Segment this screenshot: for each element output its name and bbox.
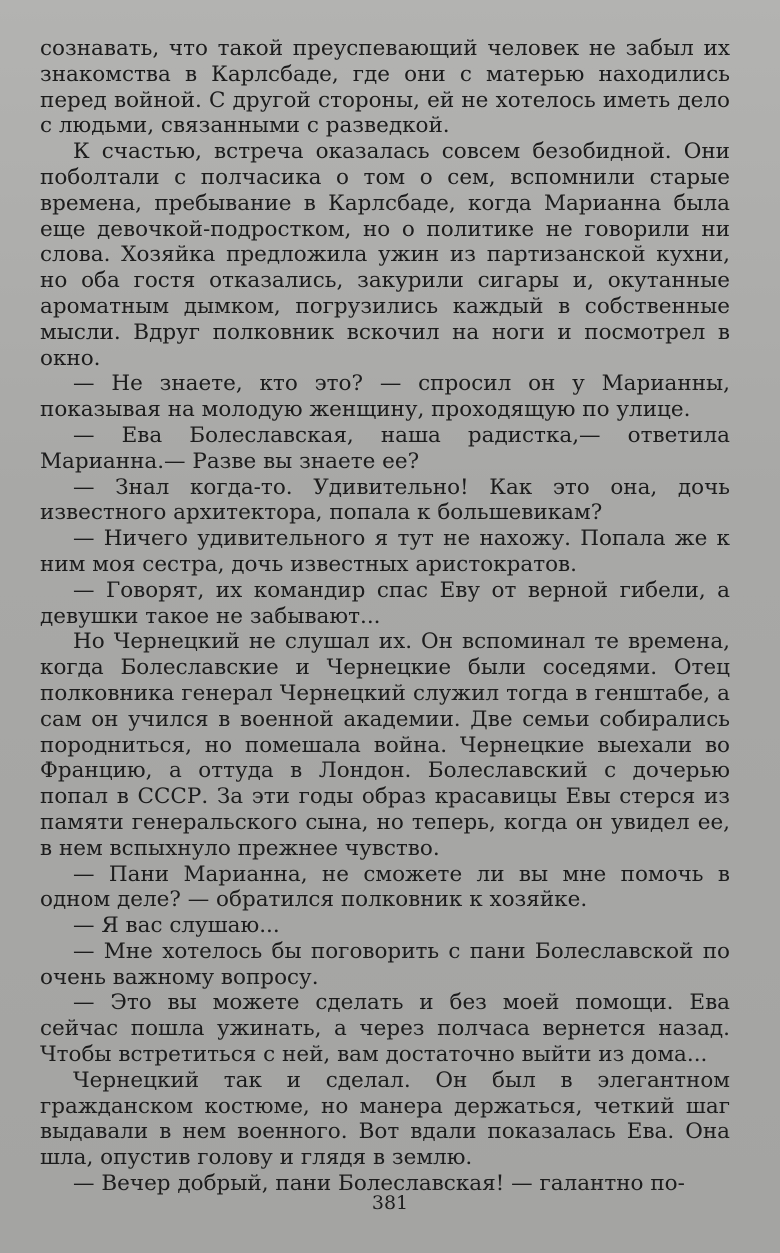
paragraph: — Не знаете, кто это? — спросил он у Марианны, показывая на молодую женщину, проходящую по улице. xyxy=(40,371,730,423)
paragraph: Чернецкий так и сделал. Он был в элегантном гражданском костюме, но манера держаться, четкий шаг выдавали в нем военного. Вот вдали показалась Ева. Она шла, опустив голову и глядя в землю. xyxy=(40,1067,730,1171)
page-number: 381 xyxy=(371,1192,409,1214)
paragraph: — Мне хотелось бы поговорить с пани Болеславской по очень важному вопросу. xyxy=(40,938,730,990)
paragraph: — Пани Марианна, не сможете ли вы мне помочь в одном деле? — обратился полковник к хозяйке. xyxy=(40,861,730,913)
body-text xyxy=(40,36,730,1197)
paragraph: — Я вас слушаю... xyxy=(73,913,280,939)
paragraph: сознавать, что такой преуспевающий человек не забыл их знакомства в Карлсбаде, где они с матерью находились перед войной. С другой стороны, ей не хотелось иметь дело с людьми, связанными с разведкой. xyxy=(40,36,730,139)
paragraph: Но Чернецкий не слушал их. Он вспоминал те времена, когда Болеславские и Чернецкие были соседями. Отец полковника генерал Чернецкий служил тогда в генштабе, а сам он учился в военной академии. Две семьи собирались породниться, но помешала война. Чернецкие выехали во Францию, а оттуда в Лондон. Болеславский с дочерью попал в СССР. За эти годы образ красавицы Евы стерся из памяти генеральского сына, но теперь, когда он увидел ее, в нем вспыхнуло прежнее чувство. xyxy=(40,629,730,861)
paragraph: — Знал когда-то. Удивительно! Как это она, дочь известного архитектора, попала к большевикам? xyxy=(40,474,730,526)
paragraph: — Ева Болеславская, наша радистка,— ответила Марианна.— Разве вы знаете ее? xyxy=(40,422,730,474)
paragraph: К счастью, встреча оказалась совсем безобидной. Они поболтали с полчасика о том о сем, вспомнили старые времена, пребывание в Карлсбаде, когда Марианна была еще девочкой-подростком, но о политике не говорили ни слова. Хозяйка предложила ужин из партизанской кухни, но оба гостя отказались, закурили сигары и, окутанные ароматным дымком, погрузились каждый в собственные мысли. Вдруг полковник вскочил на ноги и посмотрел в окно. xyxy=(40,139,730,371)
paragraph: — Вечер добрый, пани Болеславская! — галантно по- xyxy=(73,1171,685,1197)
paragraph: — Ничего удивительного я тут не нахожу. Попала же к ним моя сестра, дочь известных аристократов. xyxy=(40,526,730,577)
paragraph: — Говорят, их командир спас Еву от верной гибели, а девушки такое не забывают... xyxy=(40,577,730,629)
paragraph: — Это вы можете сделать и без моей помощи. Ева сейчас пошла ужинать, а через полчаса вернется назад. Чтобы встретиться с ней, вам достаточно выйти из дома... xyxy=(40,990,730,1068)
